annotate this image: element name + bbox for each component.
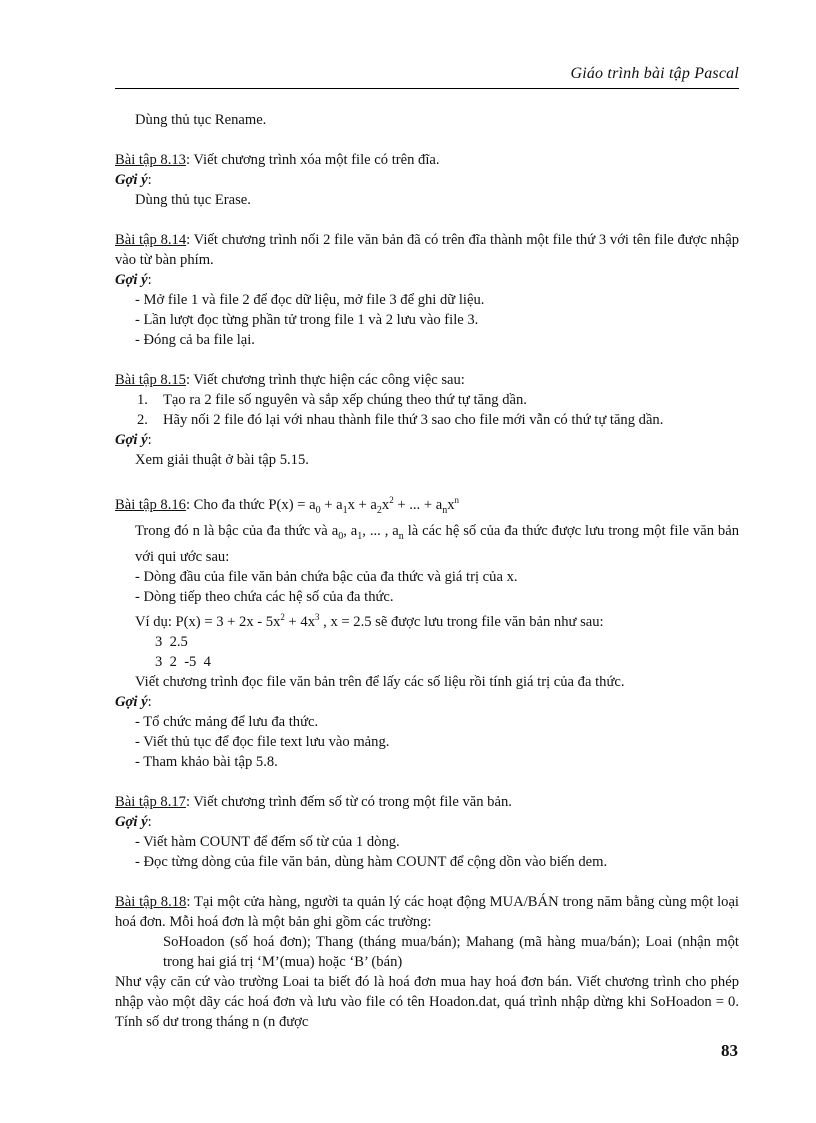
exercise-text: : Viết chương trình thực hiện các công việc sau: (185, 372, 465, 388)
hint-label: Gợi ý (115, 172, 148, 188)
exercise-8-17 (115, 792, 739, 812)
rule-line: - Dòng tiếp theo chứa các hệ số của đa thức. (135, 588, 394, 605)
numbered-item (115, 390, 739, 410)
file-content-line: 3 2 -5 4 (155, 653, 211, 670)
exercise-text: : Tại một cửa hàng, người ta quản lý các hoạt động MUA/BÁN trong năm bằng cùng một loại hoá đơn. Mỗi hoá đơn là một bản ghi gồm các trường: (115, 893, 739, 930)
item-number: 1. (137, 392, 148, 408)
exercise-8-13 (115, 150, 739, 170)
hint-colon: : (147, 432, 152, 448)
hint-line: - Tham khảo bài tập 5.8. (135, 753, 278, 770)
exercise-label: Bài tập 8.15 (115, 372, 186, 388)
hint-line: - Mở file 1 và file 2 để đọc dữ liệu, mở file 3 để ghi dữ liệu. (135, 292, 485, 308)
hint-line: Dùng thủ tục Erase. (135, 192, 251, 208)
intro-line: Dùng thủ tục Rename. (135, 112, 267, 128)
exercise-text: : Viết chương trình nối 2 file văn bản đã có trên đĩa thành một file thứ 3 với tên file được nhập vào từ bàn phím. (115, 232, 739, 268)
hint-heading (115, 692, 739, 712)
numbered-item (115, 410, 739, 430)
hint-colon: : (147, 172, 152, 188)
exercise-text: : Viết chương trình đếm số từ có trong một file văn bản. (185, 793, 512, 810)
hint-colon: : (147, 693, 152, 710)
item-text: Tạo ra 2 file số nguyên và sắp xếp chúng theo thứ tự tăng dần. (163, 392, 527, 408)
task-line: Viết chương trình đọc file văn bản trên để lấy các số liệu rồi tính giá trị của đa thức. (135, 673, 625, 690)
exercise-body: Như vậy căn cứ vào trường Loai ta biết đó là hoá đơn mua hay hoá đơn bán. Viết chương trình cho phép nhập vào một dãy các hoá đơn và lưu vào file có tên Hoadon.dat, quá trình nhập dừng khi SoHoadon = 0. Tính số dư trong tháng n (n được (115, 973, 739, 1030)
hint-line: - Đọc từng dòng của file văn bản, dùng hàm COUNT để cộng dồn vào biến dem. (135, 853, 608, 870)
polynomial-formula: : Cho đa thức $P(x) = a_0 + a_1x + a_2x^2$ + ... + $a_nx^n$ (185, 495, 459, 516)
page-number: 83 (721, 1041, 738, 1060)
exercise-8-18 (115, 892, 739, 932)
hint-line: - Viết hàm COUNT để đếm số từ của 1 dòng. (135, 833, 400, 850)
hint-line: - Đóng cả ba file lại. (135, 332, 255, 348)
rule-line: - Dòng đầu của file văn bản chứa bậc của đa thức và giá trị của x. (135, 568, 518, 585)
hint-line: Xem giải thuật ở bài tập 5.15. (135, 452, 309, 468)
exercise-text: : Viết chương trình xóa một file có trên đĩa. (185, 152, 440, 168)
exercise-8-16 (115, 490, 739, 521)
exercise-label: Bài tập 8.17 (115, 793, 186, 810)
exercise-label: Bài tập 8.18 (115, 893, 187, 910)
page-header (115, 62, 739, 89)
item-number: 2. (137, 412, 148, 428)
exercise-label: Bài tập 8.16 (115, 496, 186, 513)
hint-heading (115, 430, 739, 450)
hint-colon: : (147, 272, 152, 288)
hint-label: Gợi ý (115, 432, 148, 448)
exercise-8-14 (115, 230, 739, 270)
exercise-8-15 (115, 370, 739, 390)
header-title: Giáo trình bài tập Pascal (570, 65, 739, 82)
hint-line: - Tổ chức mảng để lưu đa thức. (135, 713, 319, 730)
polynomial-description: Trong đó n là bậc của đa thức và $a_0$, $a_1$, ... , $a_n$ là các hệ số của đa thức được lưu trong một file văn bản với qui ước sau: (135, 522, 740, 565)
hint-label: Gợi ý (115, 272, 148, 288)
hint-colon: : (147, 813, 152, 830)
hint-heading (115, 170, 739, 190)
exercise-label: Bài tập 8.13 (115, 152, 186, 168)
hint-line: - Viết thủ tục để đọc file text lưu vào mảng. (135, 733, 390, 750)
file-content-line: 3 2.5 (155, 633, 188, 650)
hint-line: - Lần lượt đọc từng phần tử trong file 1 và 2 lưu vào file 3. (135, 312, 479, 328)
record-fields: SoHoadon (số hoá đơn); Thang (tháng mua/bán); Mahang (mã hàng mua/bán); Loai (nhận một trong hai giá trị ‘M’(mua) hoặc ‘B’ (bán) (163, 933, 739, 970)
exercise-label: Bài tập 8.14 (115, 232, 187, 248)
hint-label: Gợi ý (115, 813, 148, 830)
example-line: Ví dụ: $P(x) = 3 + 2x - 5x^2 + 4x^3$ , x = 2.5 sẽ được lưu trong file văn bản như sau: (135, 611, 604, 630)
hint-heading (115, 270, 739, 290)
hint-label: Gợi ý (115, 693, 148, 710)
page-content (115, 110, 739, 1032)
hint-heading (115, 812, 739, 832)
item-text: Hãy nối 2 file đó lại với nhau thành file thứ 3 sao cho file mới vẫn có thứ tự tăng dần. (163, 412, 664, 428)
